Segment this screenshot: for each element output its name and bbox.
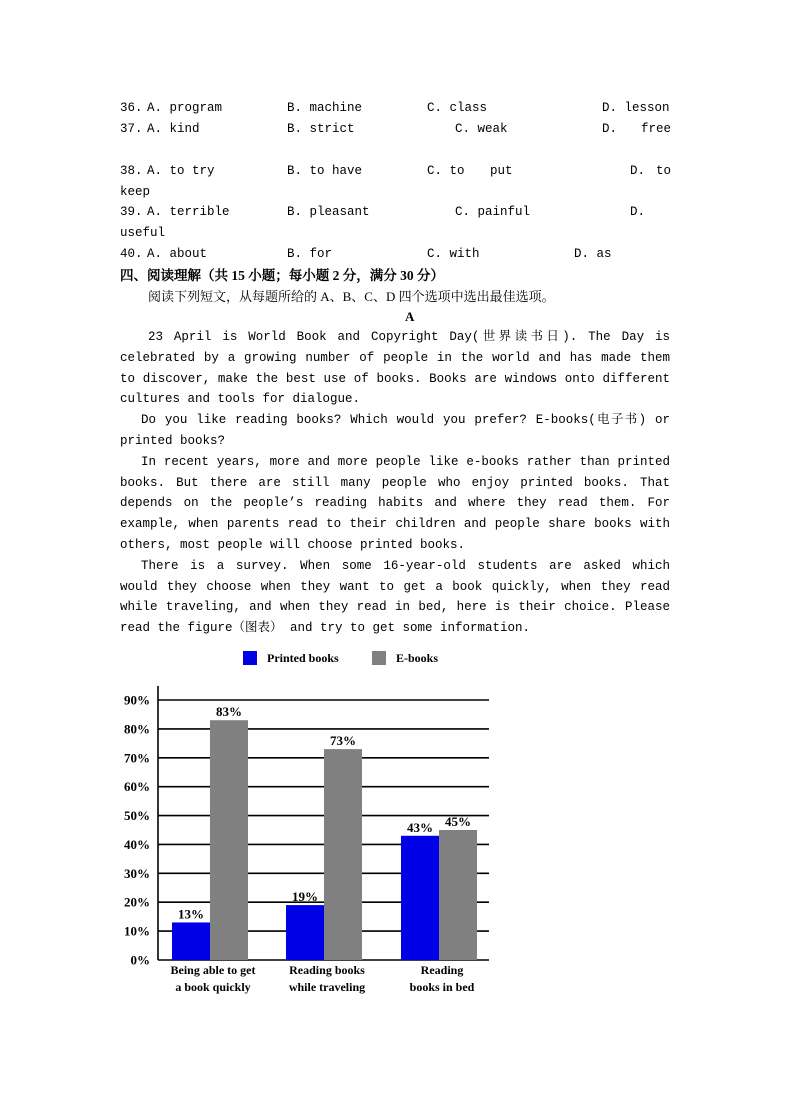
option-a: A. about [147,247,208,261]
question-number: 38. [120,164,143,178]
passage-paragraph: Do you like reading books? Which would you prefer? E-books(电子书) or printed books? [120,413,670,448]
option-d: D. as [574,247,612,261]
option-b: B. strict [287,122,355,136]
option-d-text: free [641,122,672,136]
option-c: C. with [427,247,480,261]
option-b: B. for [287,247,333,261]
question-number: 39. [120,205,143,219]
option-d-text: to [656,164,672,178]
y-tick-label: 0% [130,952,150,968]
y-tick-label: 20% [124,894,150,910]
option-c: C. to [427,164,465,178]
bar [439,830,477,960]
option-d: D. [602,122,618,136]
bar [401,836,439,960]
passage-paragraph: In recent years, more and more people like e-books rather than printed books. But there are still many people who enjoy printed books. That depends on the people’s reading habits and where they read them. For example, when parents read to their children and people share books with others, most people will choose printed books. [120,454,670,552]
bar [172,922,210,960]
x-tick-label: Reading [420,963,464,977]
legend-swatch [372,651,386,665]
x-tick-label: while traveling [288,980,366,994]
data-label: 13% [178,906,204,922]
y-tick-label: 40% [124,836,150,852]
y-tick-label: 80% [124,721,150,737]
x-tick-label: books in bed [409,980,475,994]
option-d: D. [630,164,646,178]
x-tick-label: Reading books [289,963,365,977]
option-d-wrap: keep [120,185,151,199]
section-instruction: 阅读下列短文，从每题所给的 A、B、C、D 四个选项中选出最佳选项。 [148,289,555,304]
y-tick-label: 70% [124,750,150,766]
bar-chart [0,640,790,1000]
option-b: B. machine [287,101,363,115]
passage-paragraph: There is a survey. When some 16-year-old students are asked which would they choose when they want to get a book quickly, when they read while traveling, and when they read in bed, here is their choice. Please read the figure（图表） and try to get some information. [120,558,670,636]
y-tick-label: 30% [124,865,150,881]
data-label: 83% [216,704,242,720]
question-number: 37. [120,122,143,136]
option-c: C. class [427,101,488,115]
option-b: B. pleasant [287,205,370,219]
question-number: 36. [120,101,143,115]
option-b: B. to have [287,164,363,178]
legend-label: Printed books [267,651,339,665]
option-d: D. [630,205,646,219]
option-a: A. program [147,101,223,115]
bar [324,749,362,960]
legend-label: E-books [396,651,439,665]
x-tick-label: Being able to get [170,963,256,977]
data-label: 73% [330,733,356,749]
y-tick-label: 90% [124,692,150,708]
y-tick-label: 50% [124,808,150,824]
option-c: C. weak [455,122,508,136]
passage-label: A [405,309,415,324]
data-label: 45% [445,814,471,829]
option-d-wrap: useful [120,226,166,240]
data-label: 43% [407,819,433,835]
question-number: 40. [120,247,143,261]
option-a: A. terrible [147,205,230,219]
option-d: D. lesson [602,101,670,115]
option-c: C. painful [455,205,531,219]
y-tick-label: 10% [124,923,150,939]
passage-paragraph: 23 April is World Book and Copyright Day(世界读书日). The Day is celebrated by a growing number of people in the world and has made them to discover, make the best use of books. Books are windows onto different cultures and tools for dialogue. [120,330,670,407]
bar [286,905,324,960]
legend-swatch [243,651,257,665]
passage [120,327,670,639]
option-a: A. to try [147,164,215,178]
data-label: 19% [292,889,318,905]
bar [210,720,248,960]
section-title: 四、阅读理解（共 15 小题；每小题 2 分，满分 30 分） [120,268,444,283]
y-tick-label: 60% [124,779,150,795]
option-c-text: put [490,164,513,178]
option-a: A. kind [147,122,200,136]
x-tick-label: a book quickly [175,980,251,994]
